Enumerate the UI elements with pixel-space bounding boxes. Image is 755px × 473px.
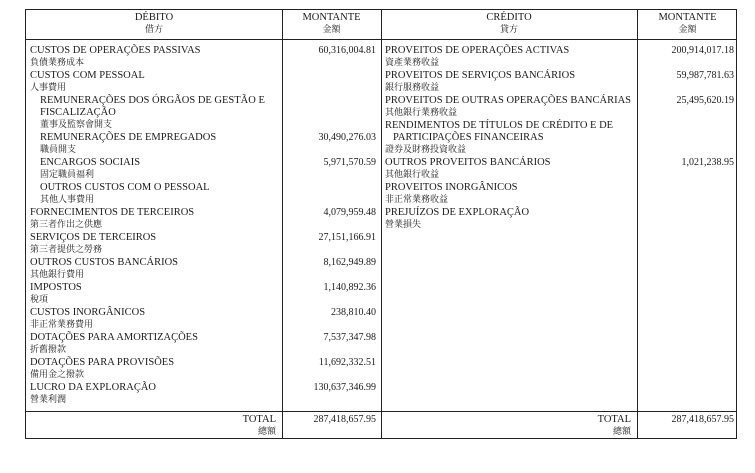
debit-row [30,307,145,331]
debit-label-pt: CUSTOS DE OPERAÇÕES PASSIVAS [30,45,201,56]
debit-amount: 4,079,959.48 [323,207,376,218]
credit-label-zh: 其他銀行業務收益 [385,108,458,118]
debit-label-zh: 第三者作出之供應 [30,220,103,230]
debit-amount: 7,537,347.98 [323,332,376,343]
credit-label-zh: 其他銀行收益 [385,170,440,180]
debit-label-pt: DOTAÇÕES PARA PROVISÕES [30,357,175,368]
debit-header [26,12,282,36]
debit-amount: 238,810.40 [331,307,376,318]
debit-label-pt: REMUNERAÇÕES DOS ÓRGÃOS DE GESTÃO E [40,95,265,106]
debit-row [30,257,178,281]
debit-header-pt: DÉBITO [134,12,174,23]
debit-amount: 11,692,332.51 [318,357,376,368]
debit-label-pt: LUCRO DA EXPLORAÇÃO [30,382,157,393]
total-label-pt: TOTAL [597,414,631,425]
credit-amount: 1,021,238.95 [681,157,734,168]
debit-label-zh: 負債業務成本 [30,58,85,68]
debit-header-zh: 借方 [144,25,163,35]
credit-label-pt: PROVEITOS DE SERVIÇOS BANCÁRIOS [385,70,576,81]
debit-row [30,232,156,256]
debit-total-label [176,414,276,438]
debit-amount: 27,151,166.91 [318,232,376,243]
header-divider [26,39,736,40]
debit-label-zh: 人事費用 [30,83,67,93]
debit-row [40,132,216,156]
credit-label-pt: PROVEITOS INORGÂNICOS [385,182,518,193]
debit-label-pt: CUSTOS COM PESSOAL [30,70,145,81]
credit-label-zh: 銀行服務收益 [385,83,440,93]
credit-row [385,45,569,69]
debit-amount: 8,162,949.89 [323,257,376,268]
credit-row [385,120,613,156]
debit-amount: 60,316,004.81 [318,45,376,56]
debit-row [30,382,156,406]
credit-amount: 59,987,781.63 [676,70,734,81]
total-label-zh: 總額 [612,427,631,437]
credit-row [385,157,551,181]
credit-label-pt: PROVEITOS DE OUTRAS OPERAÇÕES BANCÁRIAS [385,95,632,106]
debit-label-zh: 營業利潤 [30,395,67,405]
debit-row [40,95,265,131]
debit-label-zh: 備用金之撥款 [30,370,85,380]
credit-header [381,12,637,36]
debit-label-zh: 固定職員福利 [40,170,95,180]
column-divider [282,10,283,438]
debit-row [30,70,145,94]
debit-label-pt: CUSTOS INORGÂNICOS [30,307,146,318]
debit-label-zh: 第三者提供之勞務 [30,245,103,255]
credit-header-zh: 貸方 [499,25,518,35]
debit-label-pt: REMUNERAÇÕES DE EMPREGADOS [40,132,217,143]
credit-row [385,95,631,119]
debit-label-zh: 職員開支 [40,145,77,155]
profit-loss-table [25,9,737,439]
debit-row [30,357,174,381]
debit-row [30,282,82,306]
credit-label-pt-cont: PARTICIPAÇÕES FINANCEIRAS [393,132,544,143]
debit-amount: 1,140,892.36 [323,282,376,293]
credit-amount: 200,914,017.18 [671,45,734,56]
credit-label-pt: PROVEITOS DE OPERAÇÕES ACTIVAS [385,45,570,56]
montante-header-pt: MONTANTE [302,12,361,23]
credit-label-zh: 營業損失 [385,220,422,230]
debit-label-pt: DOTAÇÕES PARA AMORTIZAÇÕES [30,332,198,343]
credit-row [385,70,575,94]
debit-amount: 5,971,570.59 [323,157,376,168]
credit-row [385,182,518,206]
credit-label-zh: 證券及財務投資收益 [385,145,467,155]
debit-label-pt: FORNECIMENTOS DE TERCEIROS [30,207,195,218]
debit-row [30,207,194,231]
credit-row [385,207,529,231]
debit-row [40,157,140,181]
column-divider [381,10,382,438]
total-label-zh: 總額 [257,427,276,437]
debit-label-zh: 其他銀行費用 [30,270,85,280]
debit-row [30,45,201,69]
credit-label-zh: 非正常業務收益 [385,195,449,205]
debit-label-pt: IMPOSTOS [30,282,82,293]
total-divider [26,411,736,412]
debit-row [30,332,198,356]
credit-label-zh: 資產業務收益 [385,58,440,68]
credit-total-label [531,414,631,438]
debit-label-pt: OUTROS CUSTOS BANCÁRIOS [30,257,179,268]
debit-amount: 30,490,276.03 [318,132,376,143]
credit-label-pt: OUTROS PROVEITOS BANCÁRIOS [385,157,551,168]
credit-amount: 25,495,620.19 [676,95,734,106]
debit-label-pt: OUTROS CUSTOS COM O PESSOAL [40,182,210,193]
debit-label-zh: 稅項 [30,295,49,305]
debit-label-zh: 非正常業務費用 [30,320,94,330]
montante-header-zh: 金額 [322,25,341,35]
debit-label-pt: SERVIÇOS DE TERCEIROS [30,232,157,243]
montante-header-pt: MONTANTE [658,12,717,23]
debit-label-pt: ENCARGOS SOCIAIS [40,157,141,168]
debit-label-zh: 董事及監察會開支 [40,120,113,130]
credit-label-pt: PREJUÍZOS DE EXPLORAÇÃO [385,207,530,218]
montante-header-zh: 金額 [678,25,697,35]
debit-total: 287,418,657.95 [313,414,376,425]
debit-amount: 130,637,346.99 [313,382,376,393]
credit-amount-header [637,12,738,36]
debit-label-zh: 折舊撥款 [30,345,67,355]
credit-label-pt: RENDIMENTOS DE TÍTULOS DE CRÉDITO E DE [385,120,614,131]
debit-row [40,182,210,206]
debit-label-zh: 其他人事費用 [40,195,95,205]
credit-header-pt: CRÉDITO [486,12,532,23]
total-label-pt: TOTAL [242,414,276,425]
debit-label-pt-cont: FISCALIZAÇÃO [40,107,116,118]
debit-amount-header [282,12,381,36]
credit-total: 287,418,657.95 [671,414,734,425]
column-divider [637,10,638,438]
